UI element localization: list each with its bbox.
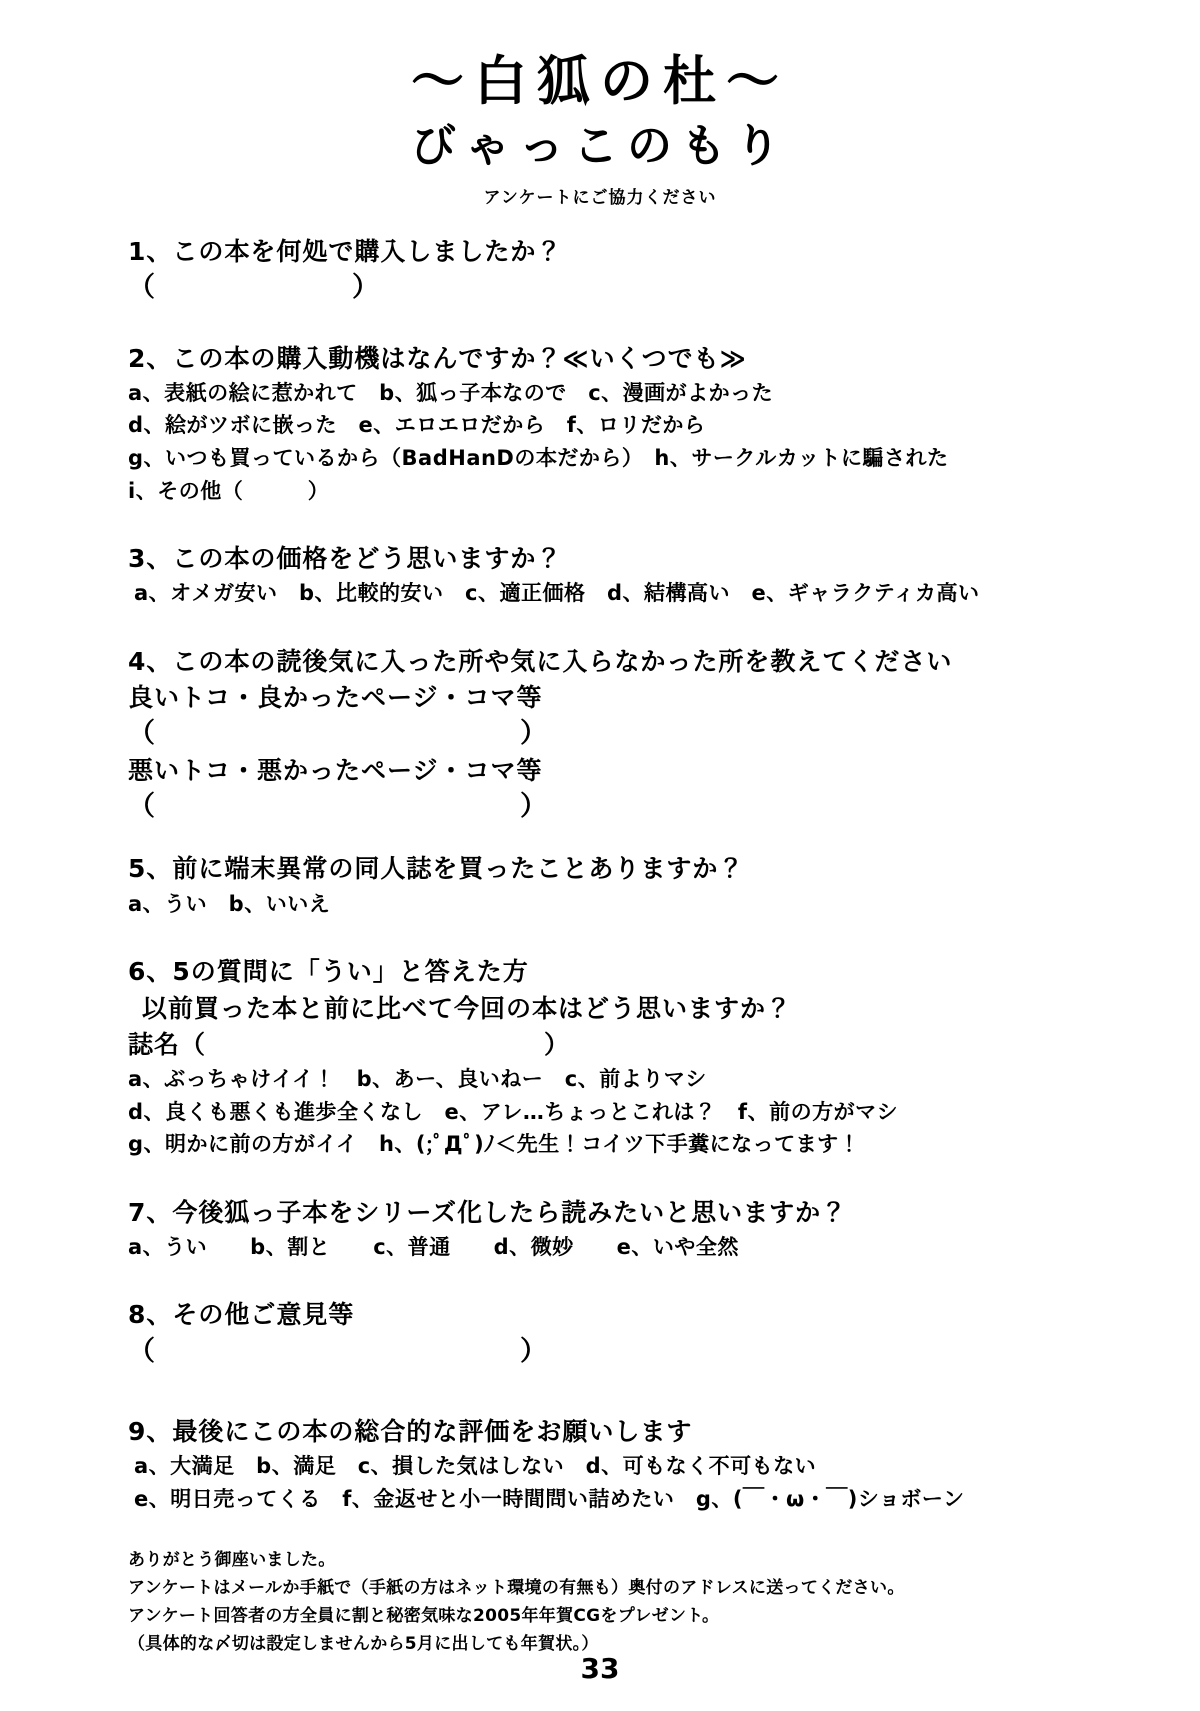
option-line[interactable]: g、明かに前の方がイイ h、(;ﾟДﾟ)ﾉ＜先生！コイツ下手糞になってます！ xyxy=(128,1132,861,1157)
question-heading: 9、最後にこの本の総合的な評価をお願いします xyxy=(128,1417,693,1447)
footer-note xyxy=(0,1546,1200,1658)
question-heading: 7、今後狐っ子本をシリーズ化したら読みたいと思いますか？ xyxy=(128,1197,848,1227)
footer-line: ありがとう御座いました。 xyxy=(128,1549,336,1570)
answer-label-good: 良いトコ・良かったページ・コマ等 xyxy=(128,683,543,713)
footer-line: アンケート回答者の方全員に割と秘密気味な2005年年賀CGをプレゼント。 xyxy=(128,1605,720,1626)
title-sub: びゃっこのもり xyxy=(410,118,789,172)
option-line[interactable]: a、大満足 b、満足 c、損した気はしない d、可もなく不可もない xyxy=(134,1454,817,1479)
answer-label-bad: 悪いトコ・悪かったページ・コマ等 xyxy=(128,755,543,785)
question-block-7 xyxy=(128,1195,1140,1264)
spacer xyxy=(128,1388,1140,1414)
answer-field-bad[interactable]: （ ） xyxy=(128,791,548,823)
option-line[interactable]: a、表紙の絵に惹かれて b、狐っ子本なので c、漫画がよかった xyxy=(128,380,774,405)
option-line[interactable]: e、明日売ってくる f、金返せと小一時間問い詰めたい g、(￣・ω・￣)ショボーン xyxy=(134,1486,965,1511)
title-note: アンケートにご協力ください xyxy=(483,187,717,208)
question-heading: 2、この本の購入動機はなんですか？≪いくつでも≫ xyxy=(128,343,747,373)
title-main: 〜白狐の杜〜 xyxy=(411,51,789,112)
question-block-8 xyxy=(128,1297,1140,1370)
question-block-2 xyxy=(128,341,1140,507)
question-heading: 8、その他ご意見等 xyxy=(128,1300,355,1330)
answer-field[interactable]: （ ） xyxy=(128,272,380,304)
question-block-4 xyxy=(128,644,1140,826)
spacer xyxy=(128,938,1140,954)
question-block-6 xyxy=(128,954,1140,1160)
footer-line: アンケートはメールか手紙で（手紙の方はネット環境の有無も）奥付のアドレスに送ってください。 xyxy=(128,1577,905,1598)
option-line[interactable]: d、良くも悪くも進歩全くなし e、アレ…ちょっとこれは？ f、前の方がマシ xyxy=(128,1099,899,1124)
page-header xyxy=(0,0,1200,208)
option-line[interactable]: a、ぶっちゃけイイ！ b、あー、良いねー c、前よりマシ xyxy=(128,1067,707,1092)
answer-field-good[interactable]: （ ） xyxy=(128,718,548,750)
option-line[interactable]: a、オメガ安い b、比較的安い c、適正価格 d、結構高い e、ギャラクティカ高い xyxy=(134,581,980,606)
spacer xyxy=(128,325,1140,341)
spacer xyxy=(128,525,1140,541)
option-line[interactable]: a、うい b、割と c、普通 d、微妙 e、いや全然 xyxy=(128,1234,739,1259)
page-number: 33 xyxy=(580,1652,620,1685)
question-block-5 xyxy=(128,851,1140,920)
spacer xyxy=(128,1179,1140,1195)
question-block-9 xyxy=(128,1414,1140,1515)
questions-container xyxy=(0,234,1200,1516)
question-subheading: 以前買った本と前に比べて今回の本はどう思いますか？ xyxy=(142,993,793,1023)
footer-line: （具体的な〆切は設定しませんから5月に出しても年賀状。） xyxy=(128,1633,599,1654)
spacer xyxy=(128,843,1140,851)
spacer xyxy=(128,628,1140,644)
question-block-3 xyxy=(128,541,1140,610)
question-heading: 3、この本の価格をどう思いますか？ xyxy=(128,544,563,574)
option-line[interactable]: d、絵がツボに嵌った e、エロエロだから f、ロリだから xyxy=(128,413,706,438)
magazine-name-field[interactable]: 誌名（ ） xyxy=(128,1029,571,1059)
question-block-1 xyxy=(128,234,1140,307)
option-line[interactable]: i、その他（ ） xyxy=(128,478,330,503)
option-line[interactable]: a、うい b、いいえ xyxy=(128,891,331,916)
answer-field[interactable]: （ ） xyxy=(128,1335,548,1367)
question-heading: 1、この本を何処で購入しましたか？ xyxy=(128,236,563,266)
question-heading: 6、5の質問に「うい」と答えた方 xyxy=(128,957,529,987)
question-heading: 5、前に端末異常の同人誌を買ったことありますか？ xyxy=(128,854,745,884)
spacer xyxy=(128,1281,1140,1297)
option-line[interactable]: g、いつも買っているから（BadHanDの本だから） h、サークルカットに騙された xyxy=(128,445,949,470)
question-heading: 4、この本の読後気に入った所や気に入らなかった所を教えてください xyxy=(128,646,953,676)
